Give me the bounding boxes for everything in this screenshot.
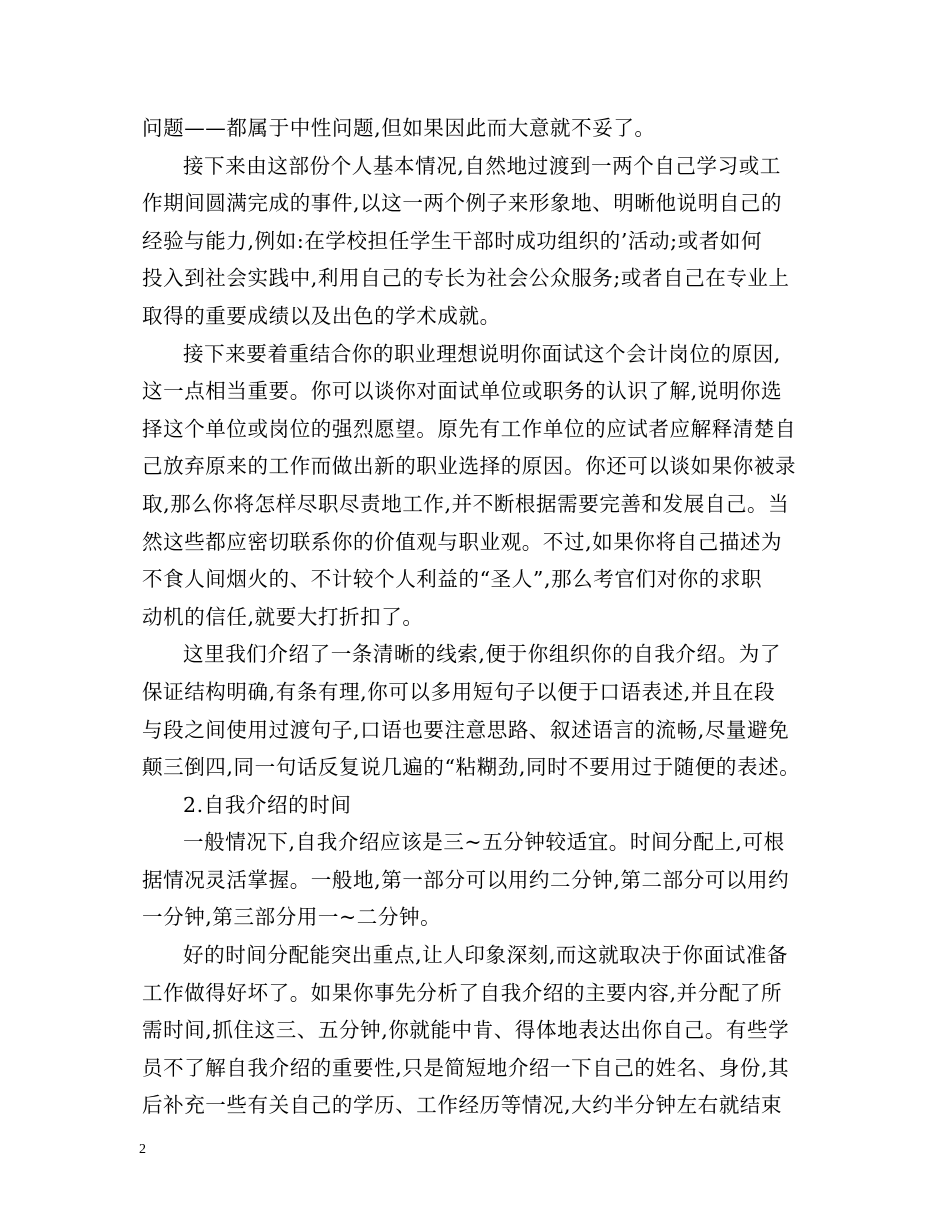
text-line: 员不了解自我介绍的重要性,只是简短地介绍一下自己的姓名、身份,其 [142, 1055, 790, 1080]
page-number: 2 [139, 1142, 146, 1157]
text-line: 接下来要着重结合你的职业理想说明你面试这个会计岗位的原因, [183, 341, 781, 366]
text-line: 工作做得好坏了。如果你事先分析了自我介绍的主要内容,并分配了所 [142, 980, 783, 1005]
text-line: 这里我们介绍了一条清晰的线索,便于你组织你的自我介绍。为了 [183, 642, 781, 667]
text-line: 一分钟,第三部分用一~二分钟。 [142, 905, 442, 930]
text-line: 一般情况下,自我介绍应该是三~五分钟较适宜。时间分配上,可根 [183, 830, 785, 855]
text-line: 这一点相当重要。你可以谈你对面试单位或职务的认识了解,说明你选 [142, 379, 783, 404]
text-line: 好的时间分配能突出重点,让人印象深刻,而这就取决于你面试准备 [183, 943, 789, 968]
text-line: 接下来由这部份个人基本情况,自然地过渡到一两个自己学习或工 [183, 153, 781, 178]
text-line: 经验与能力,例如:在学校担任学生干部时成功组织的’活动;或者如何 [142, 228, 763, 253]
text-line: 动机的信任,就要大打折扣了。 [142, 604, 424, 629]
text-line: 与段之间使用过渡句子,口语也要注意思路、叙述语言的流畅,尽量避免 [142, 717, 790, 742]
text-line: 据情况灵活掌握。一般地,第一部分可以用约二分钟,第二部分可以用约 [142, 867, 790, 892]
text-line: 后补充一些有关自己的学历、工作经历等情况,大约半分钟左右就结束 [142, 1093, 783, 1118]
text-line: 作期间圆满完成的事件,以这一两个例子来形象地、明晰他说明自己的 [142, 191, 783, 216]
text-line: 择这个单位或岗位的强烈愿望。原先有工作单位的应试者应解释清楚自 [142, 416, 797, 441]
text-line: 颠三倒四,同一句话反复说几遍的“粘糊劲,同时不要用过于随便的表述。 [142, 755, 801, 780]
text-line: 投入到社会实践中,利用自己的专长为社会公众服务;或者自己在专业上 [142, 266, 790, 291]
text-line: 取,那么你将怎样尽职尽责地工作,并不断根据需要完善和发展自己。当 [142, 491, 790, 516]
text-line: 不食人间烟火的、不计较个人利益的“圣人”,那么考官们对你的求职 [142, 567, 763, 592]
text-line: 取得的重要成绩以及出色的学术成就。 [142, 303, 501, 328]
text-line: 问题——都属于中性问题,但如果因此而大意就不妥了。 [142, 116, 656, 140]
text-line: 需时间,抓住这三、五分钟,你就能中肯、得体地表达出你自己。有些学 [142, 1018, 790, 1043]
text-line: 保证结构明确,有条有理,你可以多用短句子以便于口语表述,并且在段 [142, 679, 776, 704]
text-line: 己放弃原来的工作而做出新的职业选择的原因。你还可以谈如果你被录 [142, 454, 797, 479]
text-line: 然这些都应密切联系你的价值观与职业观。不过,如果你将自己描述为 [142, 529, 783, 554]
body-text [142, 110, 818, 1125]
section-heading: 2.自我介绍的时间 [183, 792, 352, 817]
